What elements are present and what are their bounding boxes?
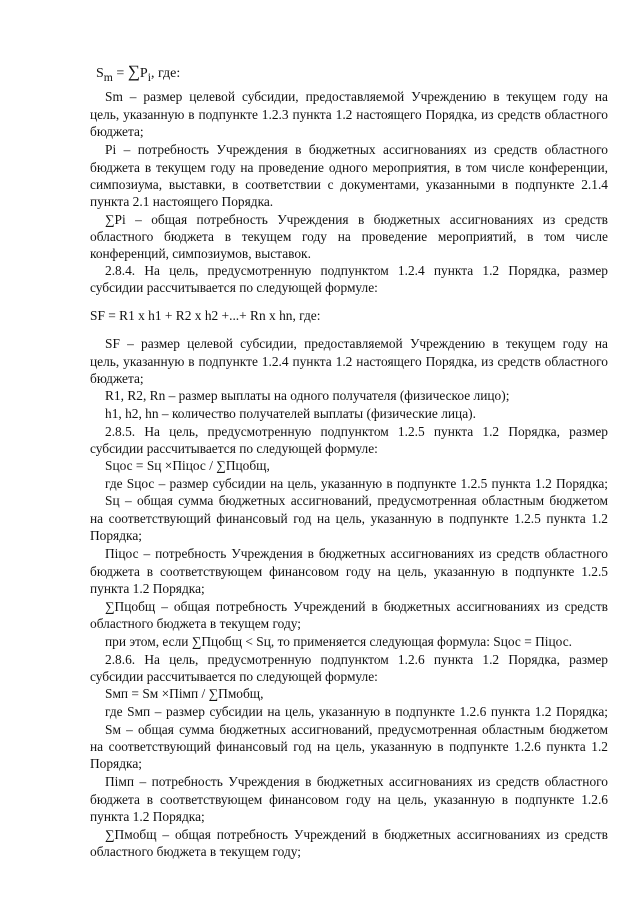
- text-line: бюджета;: [90, 124, 144, 139]
- text-line: бюджета в соответствующем финансовом году на цель, указанную в подпункте 1.2.5: [90, 564, 608, 579]
- text-line: SF – размер целевой субсидии, предоставляемой Учреждению в текущем году на: [105, 336, 608, 351]
- text-line: цель, указанную в подпункте 1.2.3 пункта 1.2 настоящего Порядка, из средств областного: [90, 107, 608, 122]
- text-line: областного бюджета в текущем году;: [90, 844, 302, 859]
- text-line: ∑Pi – общая потребность Учреждения в бюджетных ассигнованиях из средств: [105, 212, 608, 227]
- formula-scos: Sцос = Sц ×Піцос / ∑Пцобщ,: [105, 458, 270, 473]
- text-line: Порядка;: [90, 528, 142, 543]
- text-line: на соответствующий финансовый год на цель, указанную в подпункте 1.2.5 пункта 1.2: [90, 511, 608, 526]
- text-line: Порядка;: [90, 756, 142, 771]
- text-line: бюджета;: [90, 371, 144, 386]
- text-line: 2.8.5. На цель, предусмотренную подпунктом 1.2.5 пункта 1.2 Порядка, размер: [105, 424, 608, 439]
- formula-smp: Sмп = Sм ×Пімп / ∑Пмобщ,: [105, 686, 264, 701]
- text-line: пункта 1.2 Порядка;: [90, 581, 205, 596]
- text-line: Піцос – потребность Учреждения в бюджетных ассигнованиях из средств областного: [105, 546, 608, 561]
- text-line: Pi – потребность Учреждения в бюджетных ассигнованиях из средств областного: [105, 142, 608, 157]
- text-line: Sц – общая сумма бюджетных ассигнований, предусмотренная областным бюджетом: [105, 493, 608, 508]
- text-line: при этом, если ∑Пцобщ < Sц, то применяется следующая формула: Sцос = Піцос.: [105, 634, 572, 649]
- text-line: Sм – общая сумма бюджетных ассигнований, предусмотренная областным бюджетом: [105, 722, 608, 737]
- text-line: бюджета в текущем году на проведение одного мероприятия, в том числе конференции,: [90, 160, 608, 175]
- text-line: субсидии рассчитывается по следующей формуле:: [90, 441, 378, 456]
- formula-sf: SF = R1 x h1 + R2 x h2 +...+ Rn x hn, где:: [90, 308, 321, 323]
- text-line: симпозиума, выставки, в соответствии с документами, указанными в подпункте 2.1.4: [90, 177, 608, 192]
- text-line: пункта 2.1 настоящего Порядка.: [90, 194, 274, 209]
- text-line: областного бюджета в текущем году;: [90, 616, 302, 631]
- text-line: ∑Пцобщ – общая потребность Учреждений в бюджетных ассигнованиях из средств: [105, 599, 608, 614]
- text-line: бюджета в соответствующем финансовом году на цель, указанную в подпункте 1.2.6: [90, 792, 608, 807]
- text-line: h1, h2, hn – количество получателей выплаты (физические лица).: [105, 406, 476, 421]
- text-line: субсидии рассчитывается по следующей формуле:: [90, 669, 378, 684]
- text-line: R1, R2, Rn – размер выплаты на одного получателя (физическое лицо);: [105, 388, 510, 403]
- text-line: Пімп – потребность Учреждения в бюджетных ассигнованиях из средств областного: [105, 774, 608, 789]
- text-line: конференций, симпозиумов, выставок.: [90, 246, 311, 261]
- text-line: 2.8.6. На цель, предусмотренную подпунктом 1.2.6 пункта 1.2 Порядка, размер: [105, 652, 608, 667]
- text-line: ∑Пмобщ – общая потребность Учреждений в бюджетных ассигнованиях из средств: [105, 827, 608, 842]
- text-line: 2.8.4. На цель, предусмотренную подпунктом 1.2.4 пункта 1.2 Порядка, размер: [105, 263, 608, 278]
- text-line: где Sцос – размер субсидии на цель, указанную в подпункте 1.2.5 пункта 1.2 Порядка;: [105, 476, 608, 491]
- text-line: на соответствующий финансовый год на цель, указанную в подпункте 1.2.6 пункта 1.2: [90, 739, 608, 754]
- text-line: областного бюджета в текущем году на проведение мероприятий, в том числе: [90, 229, 608, 244]
- formula-sm: $S_m = \sum P_i$, где:: [96, 62, 181, 84]
- text-line: Sm – размер целевой субсидии, предоставляемой Учреждению в текущем году на: [105, 89, 608, 104]
- text-line: пункта 1.2 Порядка;: [90, 809, 205, 824]
- text-line: где Sмп – размер субсидии на цель, указанную в подпункте 1.2.6 пункта 1.2 Порядка;: [105, 704, 608, 719]
- text-line: цель, указанную в подпункте 1.2.4 пункта 1.2 настоящего Порядка, из средств областного: [90, 354, 608, 369]
- text-line: субсидии рассчитывается по следующей формуле:: [90, 280, 378, 295]
